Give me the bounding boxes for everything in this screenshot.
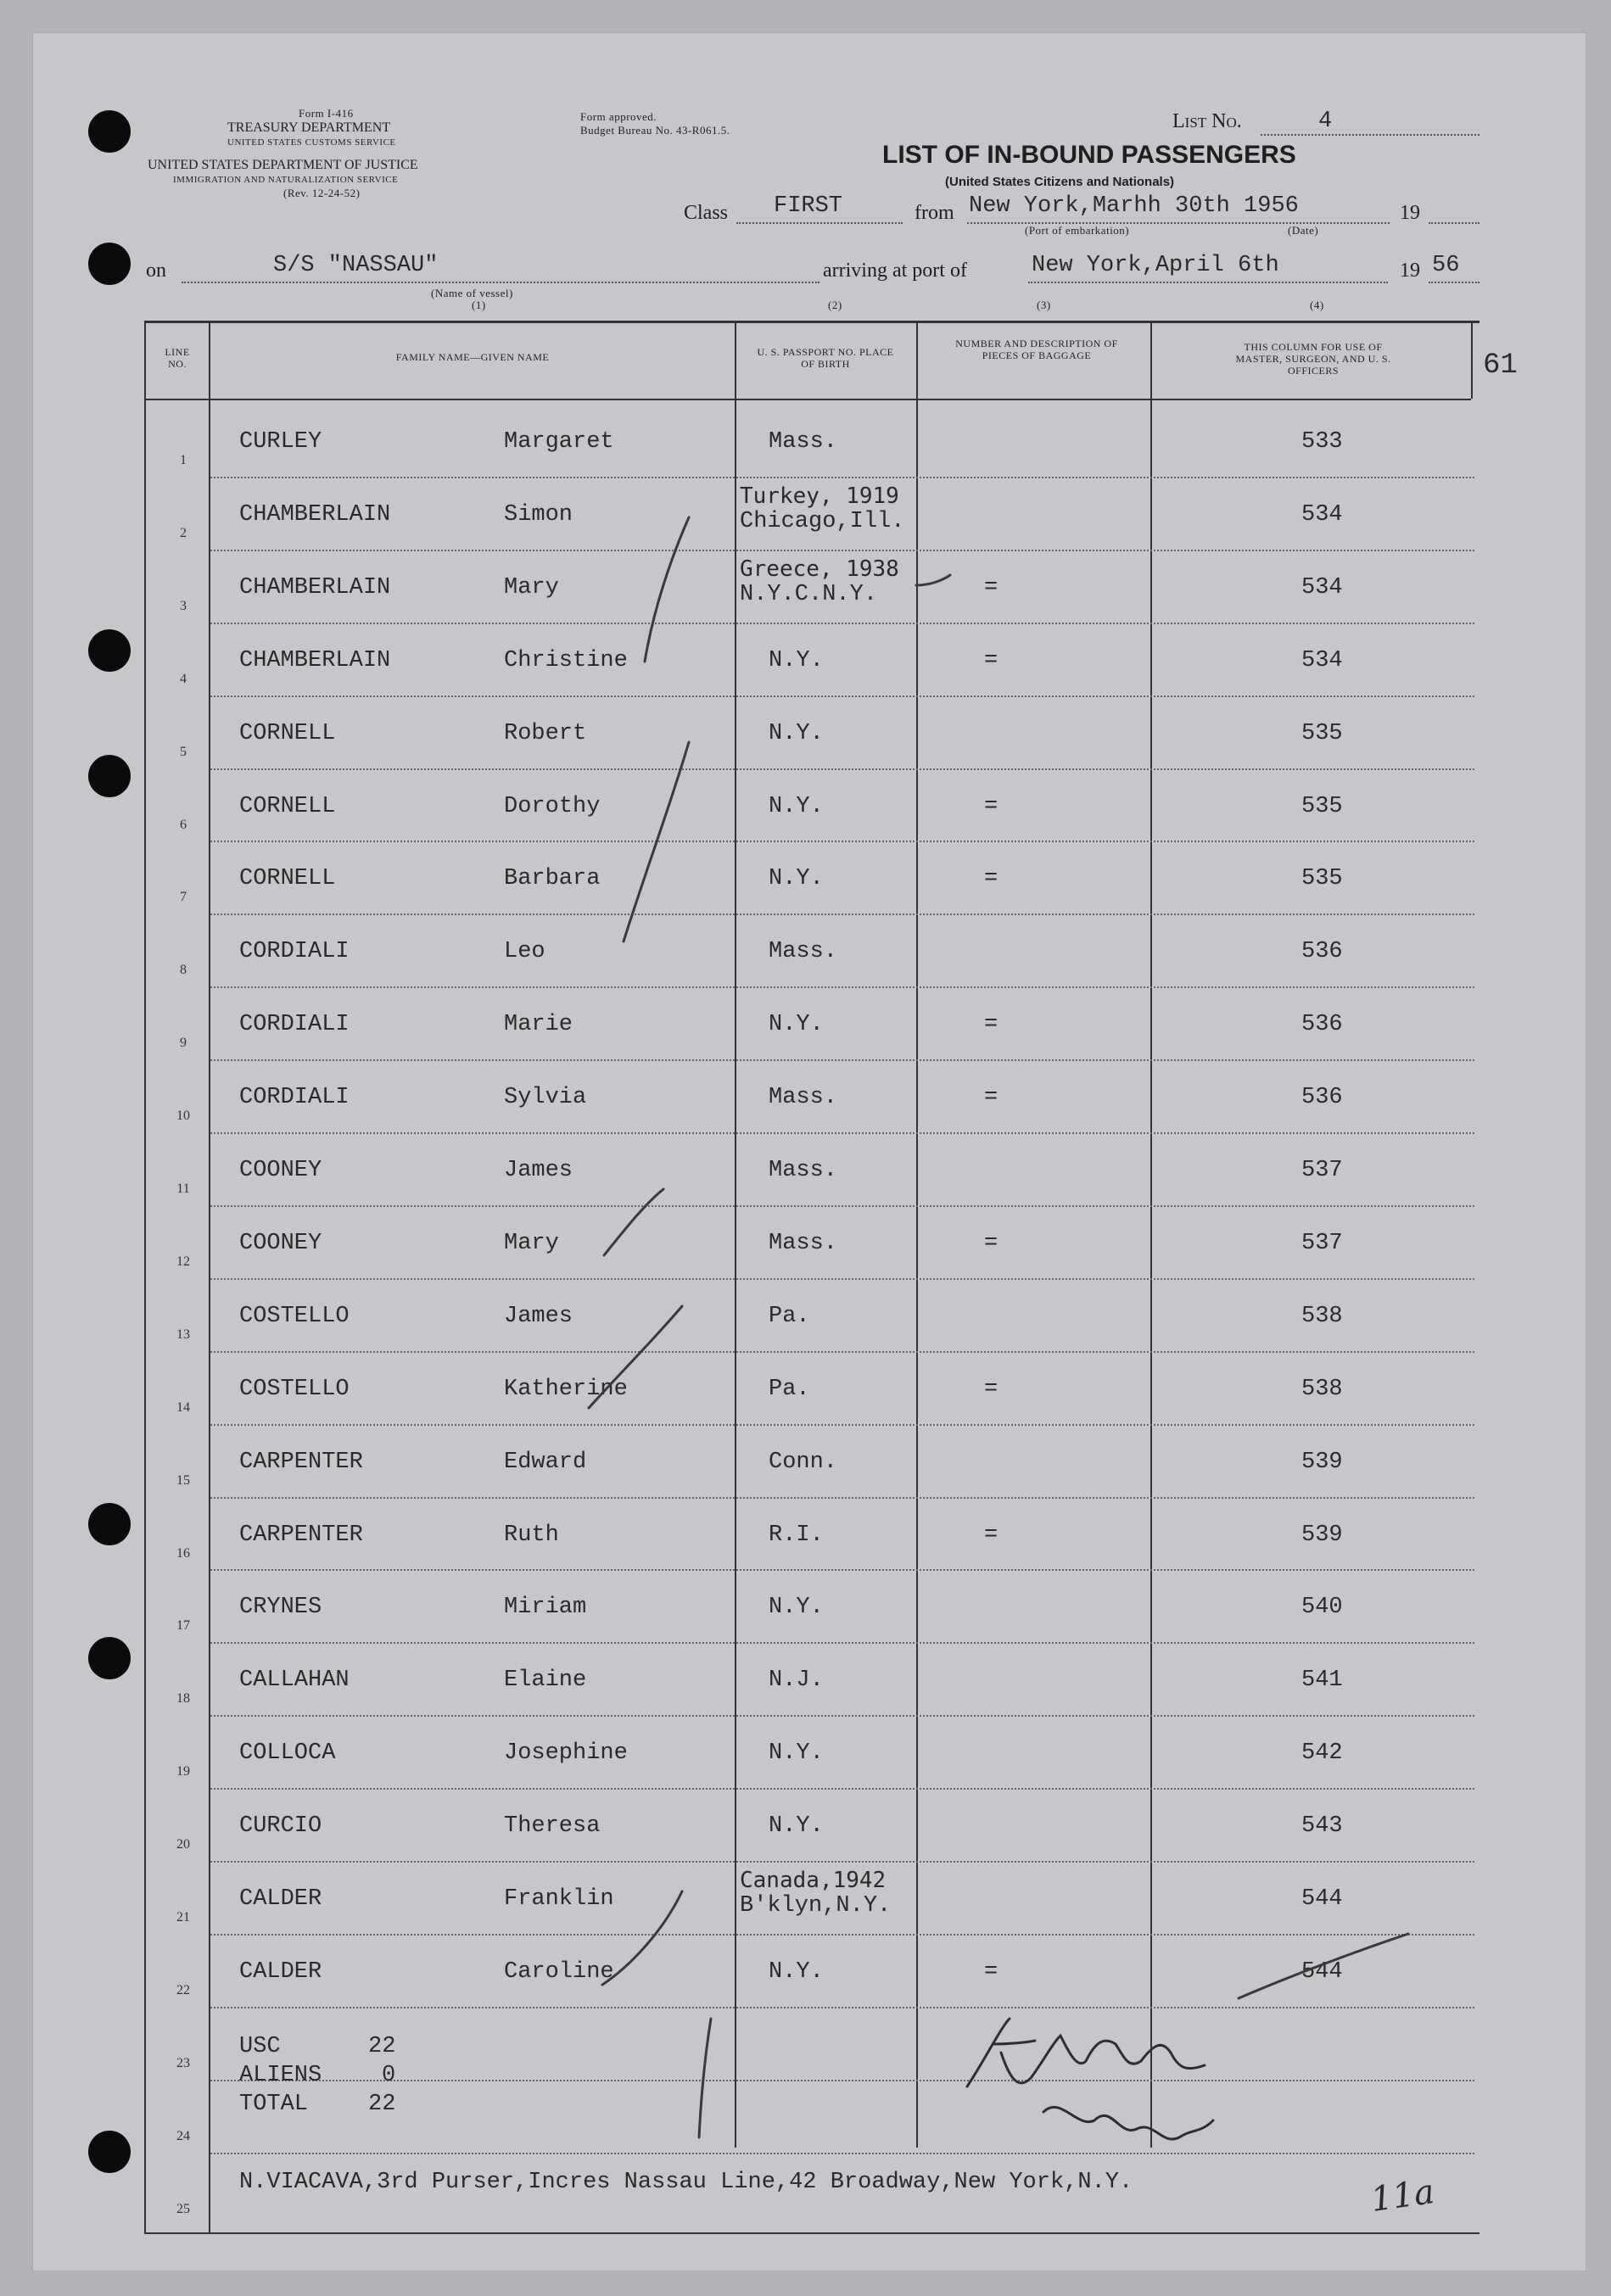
line-number: 17 <box>176 1618 190 1634</box>
officer-number: 537 <box>1301 1158 1343 1183</box>
line-number: 19 <box>176 1764 190 1779</box>
officer-number: 534 <box>1301 501 1343 528</box>
family-name: COLLOCA <box>239 1740 336 1767</box>
line-number: 8 <box>180 963 187 978</box>
col-header-line-no: LINE NO. <box>165 346 190 370</box>
form-number: Form I-416 <box>299 107 354 120</box>
usc-value: 22 <box>368 2034 396 2059</box>
line-number: 9 <box>180 1036 187 1051</box>
class-value: FIRST <box>774 193 843 219</box>
baggage-ditto: = <box>984 1376 998 1402</box>
family-name: COSTELLO <box>239 1303 350 1329</box>
line-number: 6 <box>180 817 187 832</box>
line-number: 16 <box>176 1545 190 1561</box>
footer-purser-line: N.VIACAVA,3rd Purser,Incres Nassau Line,42 Broadway,New York,N.Y. <box>239 2170 1133 2195</box>
place-of-birth: N.Y. <box>769 793 824 819</box>
ins-service: IMMIGRATION AND NATURALIZATION SERVICE <box>173 175 399 185</box>
family-name: CRYNES <box>239 1595 322 1621</box>
line-number: 2 <box>180 525 187 540</box>
given-name: Mary <box>504 574 559 601</box>
list-no-label: List No. <box>1172 110 1242 132</box>
officer-number: 540 <box>1301 1595 1343 1621</box>
port-embark-caption: (Port of embarkation) <box>1025 224 1130 237</box>
family-name: CHAMBERLAIN <box>239 647 391 673</box>
ink-stroke <box>916 575 950 585</box>
family-name: CORNELL <box>239 720 336 746</box>
customs-service: UNITED STATES CUSTOMS SERVICE <box>227 137 396 148</box>
place-of-birth: R.I. <box>769 1522 824 1548</box>
given-name: Theresa <box>504 1813 601 1840</box>
aliens-value: 0 <box>382 2063 396 2088</box>
officer-number: 544 <box>1301 1958 1343 1985</box>
baggage-ditto: = <box>984 1085 998 1111</box>
family-name: COONEY <box>239 1230 322 1256</box>
line-number: 7 <box>180 890 187 905</box>
col4-marker: (4) <box>1310 299 1324 311</box>
place-of-birth: Mass. <box>769 429 838 455</box>
place-of-birth: N.Y. <box>769 1595 824 1621</box>
given-name: Edward <box>504 1449 587 1475</box>
signature-stroke <box>1043 2107 1213 2139</box>
baggage-ditto: = <box>984 647 998 673</box>
line-number: 14 <box>176 1399 190 1415</box>
family-name: CORNELL <box>239 793 336 819</box>
vessel-name: S/S "NASSAU" <box>273 253 439 278</box>
line-number: 18 <box>176 1691 190 1707</box>
family-name: CORDIALI <box>239 1012 350 1038</box>
family-name: CHAMBERLAIN <box>239 501 391 528</box>
line-number: 10 <box>176 1109 190 1124</box>
given-name: James <box>504 1303 573 1329</box>
officer-number: 538 <box>1301 1303 1343 1329</box>
total-value: 22 <box>368 2092 396 2117</box>
line-number: 25 <box>176 2201 190 2216</box>
margin-note: 11a <box>1368 2172 1437 2220</box>
place-of-birth: N.Y. <box>769 866 824 892</box>
year2-value: 56 <box>1432 253 1460 278</box>
place-of-birth: N.Y. <box>769 647 824 673</box>
officer-number: 536 <box>1301 1012 1343 1038</box>
on-label: on <box>146 260 166 282</box>
officer-number: 539 <box>1301 1522 1343 1548</box>
col-header-passport: U. S. PASSPORT NO. PLACE OF BIRTH <box>757 346 894 370</box>
line-number: 22 <box>176 1982 190 1997</box>
officer-number: 536 <box>1301 939 1343 965</box>
signature-stroke <box>967 2019 1205 2087</box>
officer-number: 543 <box>1301 1813 1343 1840</box>
given-name: Dorothy <box>504 793 601 819</box>
treasury-dept: TREASURY DEPARTMENT <box>227 120 391 135</box>
place-of-birth: N.Y. <box>769 1012 824 1038</box>
line-number: 21 <box>176 1910 190 1925</box>
place-of-birth: N.Y. <box>769 1958 824 1985</box>
line-number: 15 <box>176 1472 190 1488</box>
given-name: Barbara <box>504 866 601 892</box>
given-name: James <box>504 1158 573 1183</box>
signature-image <box>950 1993 1222 2171</box>
family-name: COONEY <box>239 1158 322 1183</box>
place-of-birth: Conn. <box>769 1449 838 1475</box>
given-name: Simon <box>504 501 573 528</box>
birth-country-year: Greece, 1938 <box>740 556 899 582</box>
baggage-ditto: = <box>984 1958 998 1985</box>
given-name: Sylvia <box>504 1085 587 1111</box>
family-name: CARPENTER <box>239 1522 363 1548</box>
officer-number: 542 <box>1301 1740 1343 1767</box>
line-number: 3 <box>180 598 187 613</box>
page-number: 61 <box>1483 349 1518 382</box>
officer-number: 537 <box>1301 1230 1343 1256</box>
ink-stroke <box>604 1189 663 1255</box>
col2-marker: (2) <box>828 299 842 311</box>
officer-number: 538 <box>1301 1376 1343 1402</box>
officer-number: 541 <box>1301 1668 1343 1694</box>
ink-stroke <box>589 1306 682 1408</box>
family-name: CALLAHAN <box>239 1668 350 1694</box>
list-no-value: 4 <box>1318 109 1333 134</box>
given-name: Josephine <box>504 1740 628 1767</box>
family-name: CORDIALI <box>239 1085 350 1111</box>
place-of-birth: Pa. <box>769 1376 810 1402</box>
line-number: 5 <box>180 744 187 759</box>
form-title: LIST OF IN-BOUND PASSENGERS <box>882 141 1296 169</box>
given-name: Ruth <box>504 1522 559 1548</box>
given-name: Franklin <box>504 1886 614 1912</box>
officer-number: 533 <box>1301 429 1343 455</box>
arriving-label: arriving at port of <box>823 260 967 282</box>
ink-stroke <box>645 517 689 662</box>
usc-label: USC <box>239 2034 281 2059</box>
form-subtitle: (United States Citizens and Nationals) <box>945 175 1175 189</box>
baggage-ditto: = <box>984 793 998 819</box>
line-number: 11 <box>176 1182 190 1196</box>
from-value: New York,Marhh 30th 1956 <box>969 193 1299 219</box>
line-number: 4 <box>180 671 187 686</box>
officer-number: 535 <box>1301 793 1343 819</box>
line-number: 24 <box>176 2128 190 2143</box>
ink-stroke <box>602 1891 682 1985</box>
family-name: CURLEY <box>239 429 322 455</box>
year-prefix: 19 <box>1400 202 1420 224</box>
given-name: Miriam <box>504 1595 587 1621</box>
family-name: CORDIALI <box>239 939 350 965</box>
place-of-birth: N.Y.C.N.Y. <box>740 581 878 607</box>
baggage-ditto: = <box>984 1522 998 1548</box>
aliens-label: ALIENS <box>239 2063 322 2088</box>
place-of-birth: B'klyn,N.Y. <box>740 1893 892 1919</box>
place-of-birth: N.Y. <box>769 1740 824 1767</box>
birth-country-year: Canada,1942 <box>740 1868 887 1893</box>
officer-number: 535 <box>1301 866 1343 892</box>
col-header-officers: THIS COLUMN FOR USE OF MASTER, SURGEON, AND U. S. OFFICERS <box>1235 341 1391 377</box>
line-number: 20 <box>176 1837 190 1852</box>
family-name: COSTELLO <box>239 1376 350 1402</box>
place-of-birth: Mass. <box>769 1158 838 1183</box>
class-label: Class <box>684 202 729 224</box>
officer-number: 535 <box>1301 720 1343 746</box>
budget-bureau: Budget Bureau No. 43-R061.5. <box>580 124 730 137</box>
line-number: 1 <box>180 453 187 467</box>
baggage-ditto: = <box>984 866 998 892</box>
line-number: 23 <box>176 2055 190 2070</box>
given-name: Elaine <box>504 1668 587 1694</box>
baggage-ditto: = <box>984 574 998 601</box>
ink-stroke <box>1239 1934 1408 1998</box>
line-number: 12 <box>176 1254 190 1269</box>
baggage-ditto: = <box>984 1230 998 1256</box>
place-of-birth: Pa. <box>769 1303 810 1329</box>
place-of-birth: Mass. <box>769 1085 838 1111</box>
given-name: Christine <box>504 647 628 673</box>
family-name: CALDER <box>239 1886 322 1912</box>
given-name: Margaret <box>504 429 614 455</box>
family-name: CURCIO <box>239 1813 322 1840</box>
place-of-birth: Chicago,Ill. <box>740 508 905 534</box>
given-name: Leo <box>504 939 545 965</box>
from-label: from <box>915 202 954 224</box>
officer-number: 534 <box>1301 647 1343 673</box>
given-name: Katherine <box>504 1376 628 1402</box>
col1-marker: (1) <box>472 299 486 311</box>
total-label: TOTAL <box>239 2092 309 2117</box>
ink-stroke <box>699 2019 711 2137</box>
baggage-ditto: = <box>984 1012 998 1038</box>
given-name: Mary <box>504 1230 559 1256</box>
line-number: 13 <box>176 1327 190 1342</box>
place-of-birth: Mass. <box>769 939 838 965</box>
family-name: CARPENTER <box>239 1449 363 1475</box>
family-name: CALDER <box>239 1958 322 1985</box>
arriving-value: New York,April 6th <box>1032 253 1279 278</box>
date-caption: (Date) <box>1288 224 1319 237</box>
justice-dept: UNITED STATES DEPARTMENT OF JUSTICE <box>148 158 418 172</box>
officer-number: 536 <box>1301 1085 1343 1111</box>
given-name: Marie <box>504 1012 573 1038</box>
col-header-baggage: NUMBER AND DESCRIPTION OF PIECES OF BAGGAGE <box>955 338 1118 361</box>
vessel-caption: (Name of vessel) <box>431 287 513 299</box>
place-of-birth: Mass. <box>769 1230 838 1256</box>
officer-number: 539 <box>1301 1449 1343 1475</box>
place-of-birth: N.Y. <box>769 720 824 746</box>
place-of-birth: N.Y. <box>769 1813 824 1840</box>
officer-number: 544 <box>1301 1886 1343 1912</box>
revision: (Rev. 12-24-52) <box>283 187 361 199</box>
place-of-birth: N.J. <box>769 1668 824 1694</box>
officer-number: 534 <box>1301 574 1343 601</box>
year2-prefix: 19 <box>1400 260 1420 282</box>
ink-stroke <box>624 742 689 941</box>
family-name: CORNELL <box>239 866 336 892</box>
col-header-name: FAMILY NAME—GIVEN NAME <box>395 351 550 363</box>
col3-marker: (3) <box>1037 299 1051 311</box>
given-name: Caroline <box>504 1958 614 1985</box>
family-name: CHAMBERLAIN <box>239 574 391 601</box>
given-name: Robert <box>504 720 587 746</box>
form-approved: Form approved. <box>580 110 657 123</box>
birth-country-year: Turkey, 1919 <box>740 483 899 509</box>
